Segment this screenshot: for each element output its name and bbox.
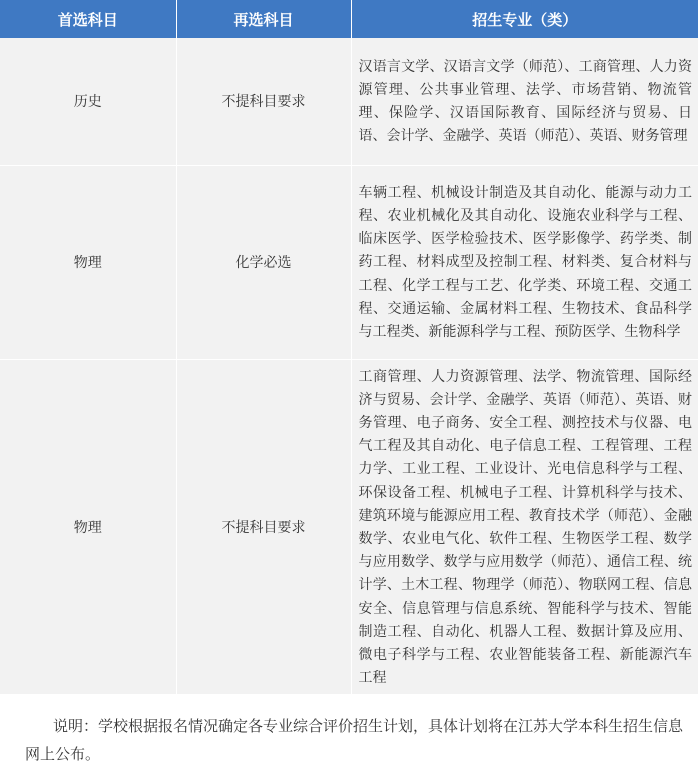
second-subject-cell: 化学必选 bbox=[176, 165, 351, 359]
first-subject-cell: 历史 bbox=[0, 38, 176, 165]
majors-cell: 工商管理、人力资源管理、法学、物流管理、国际经济与贸易、会计学、金融学、英语（师范）、英语、财务管理、电子商务、安全工程、测控技术与仪器、电气工程及其自动化、电子信息工程、工程管理、工程力学、工业工程、工业设计、光电信息科学与工程、环保设备工程、机械电子工程、计算机科学与技术、建筑环境与能源应用工程、教育技术学（师范）、金融数学、农业电气化、软件工程、生物医学工程、数学与应用数学、数学与应用数学（师范）、通信工程、统计学、土木工程、物理学（师范）、物联网工程、信息安全、信息管理与信息系统、智能科学与技术、智能制造工程、自动化、机器人工程、数据计算及应用、微电子科学与工程、农业智能装备工程、新能源汽车工程 bbox=[351, 359, 698, 695]
table-header-row bbox=[0, 0, 698, 38]
second-subject-cell: 不提科目要求 bbox=[176, 38, 351, 165]
second-subject-cell: 不提科目要求 bbox=[176, 359, 351, 695]
header-majors: 招生专业（类） bbox=[351, 0, 698, 38]
header-second-subject: 再选科目 bbox=[176, 0, 351, 38]
table-row bbox=[0, 165, 698, 359]
majors-cell: 车辆工程、机械设计制造及其自动化、能源与动力工程、农业机械化及其自动化、设施农业科学与工程、临床医学、医学检验技术、医学影像学、药学类、制药工程、材料成型及控制工程、材料类、复合材料与工程、化学工程与工艺、化学类、环境工程、交通工程、交通运输、金属材料工程、生物技术、食品科学与工程类、新能源科学与工程、预防医学、生物科学 bbox=[351, 165, 698, 359]
first-subject-cell: 物理 bbox=[0, 165, 176, 359]
table-row bbox=[0, 38, 698, 165]
footnote: 说明：学校根据报名情况确定各专业综合评价招生计划，具体计划将在江苏大学本科生招生信息网上公布。 bbox=[25, 717, 684, 763]
first-subject-cell: 物理 bbox=[0, 359, 176, 695]
majors-cell: 汉语言文学、汉语言文学（师范）、工商管理、人力资源管理、公共事业管理、法学、市场营销、物流管理、保险学、汉语国际教育、国际经济与贸易、日语、会计学、金融学、英语（师范）、英语、财务管理 bbox=[351, 38, 698, 165]
table-row bbox=[0, 359, 698, 695]
header-first-subject: 首选科目 bbox=[0, 0, 176, 38]
